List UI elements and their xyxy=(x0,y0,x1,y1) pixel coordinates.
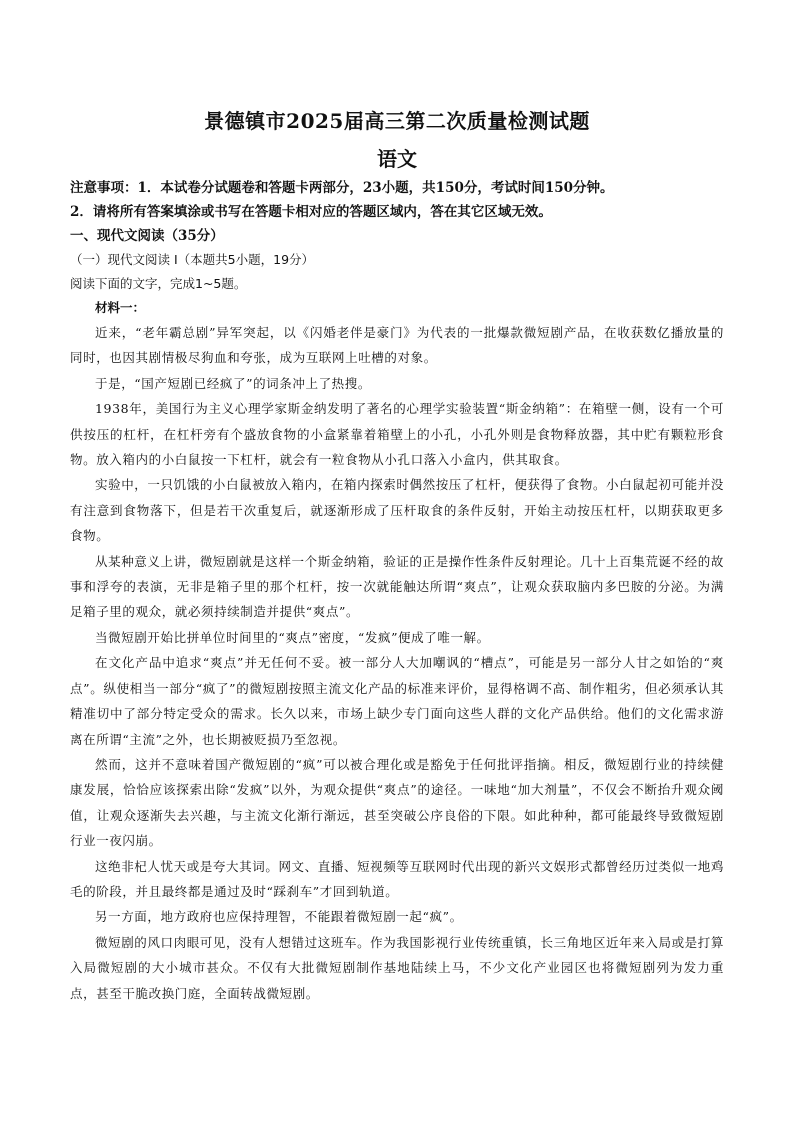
paragraph: 微短剧的风口肉眼可见，没有人想错过这班车。作为我国影视行业传统重镇，长三角地区近年来入局或是打算入局微短剧的大小城市甚众。不仅有大批微短剧制作基地陆续上马，不少文化产业园区也将微短剧列为发力重点，甚至干脆改换门庭，全面转战微短剧。 xyxy=(70,934,724,1001)
paragraph: 实验中，一只饥饿的小白鼠被放入箱内，在箱内探索时偶然按压了杠杆，便获得了食物。小白鼠起初可能并没有注意到食物落下，但是若干次重复后，就逐渐形成了压杆取食的条件反射，开始主动按压杠杆，以期获取更多食物。 xyxy=(70,477,724,544)
paragraph: 当微短剧开始比拼单位时间里的“爽点”密度，“发疯”便成了唯一解。 xyxy=(95,629,490,645)
sub-section-heading: （一）现代文阅读 I（本题共5小题，19分） xyxy=(70,252,315,267)
notice-line-2: 2．请将所有答案填涂或书写在答题卡相对应的答题区域内，答在其它区域无效。 xyxy=(70,204,552,220)
paragraph: 这绝非杞人忧天或是夸大其词。网文、直播、短视频等互联网时代出现的新兴文娱形式都曾经历过类似一地鸡毛的阶段，并且最终都是通过及时“踩刹车”才回到轨道。 xyxy=(70,858,724,899)
paragraph: 在文化产品中追求“爽点”并无任何不妥。被一部分人大加嘲讽的“槽点”，可能是另一部分人甘之如饴的“爽点”。纵使相当一部分“疯了”的微短剧按照主流文化产品的标准来评价，显得格调不高、制作粗劣，但必须承认其精准切中了部分特定受众的需求。长久以来，市场上缺少专门面向这些人群的文化产品供给。他们的文化需求游离在所谓“主流”之外，也长期被贬损乃至忽视。 xyxy=(70,655,724,747)
paragraph: 于是，“国产短剧已经疯了”的词条冲上了热搜。 xyxy=(95,375,371,391)
exam-page xyxy=(70,96,724,1006)
material-label: 材料一： xyxy=(95,300,146,315)
exam-title: 景德镇市2025届高三第二次质量检测试题 xyxy=(204,109,590,133)
section-heading: 一、现代文阅读（35分） xyxy=(70,228,224,244)
notice-line-1: 注意事项：1．本试卷分试题卷和答题卡两部分，23小题，共150分，考试时间150分钟。 xyxy=(70,180,614,196)
paragraph: 另一方面，地方政府也应保持理智，不能跟着微短剧一起“疯”。 xyxy=(95,909,463,925)
paragraph: 1938年，美国行为主义心理学家斯金纳发明了著名的心理学实验装置“斯金纳箱”：在箱壁一侧，设有一个可供按压的杠杆，在杠杆旁有个盛放食物的小盒紧靠着箱壁上的小孔，小孔外则是食物释放器，其中贮有颗粒形食物。放入箱内的小白鼠按一下杠杆，就会有一粒食物从小孔口落入小盒内，供其取食。 xyxy=(70,401,724,468)
paragraph: 然而，这并不意味着国产微短剧的“疯”可以被合理化或是豁免于任何批评指摘。相反，微短剧行业的持续健康发展，恰恰应该探索出除“发疯”以外，为观众提供“爽点”的途径。一味地“加大剂量”，不仅会不断抬升观众阈值，让观众逐渐失去兴趣，与主流文化渐行渐远，甚至突破公序良俗的下限。如此种种，都可能最终导致微短剧行业一夜闪崩。 xyxy=(70,756,724,849)
article-body xyxy=(70,320,724,1006)
paragraph: 从某种意义上讲，微短剧就是这样一个斯金纳箱，验证的正是操作性条件反射理论。几十上百集荒诞不经的故事和浮夸的表演，无非是箱子里的那个杠杆，按一次就能触达所谓“爽点”，让观众获取脑内多巴胺的分泌。为满足箱子里的观众，就必须持续制造并提供“爽点”。 xyxy=(70,553,724,620)
exam-subject: 语文 xyxy=(377,147,417,171)
reading-instruction: 阅读下面的文字，完成1~5题。 xyxy=(70,276,247,291)
paragraph: 近来，“老年霸总剧”异军突起，以《闪婚老伴是豪门》为代表的一批爆款微短剧产品，在收获数亿播放量的同时，也因其剧情极尽狗血和夸张，成为互联网上吐槽的对象。 xyxy=(70,325,724,366)
